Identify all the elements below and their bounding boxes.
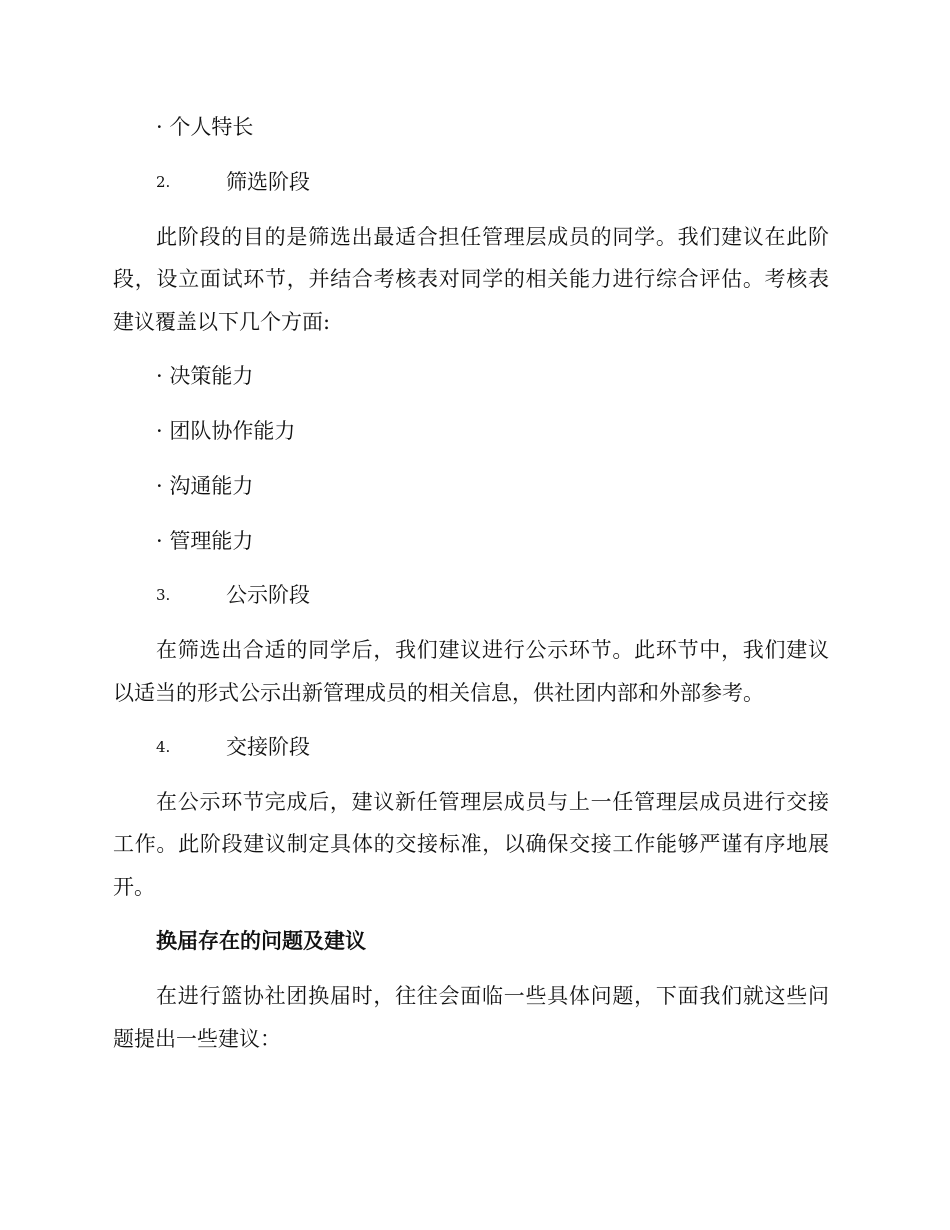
paragraph-line: 开。	[113, 875, 155, 899]
paragraph-line: 建议覆盖以下几个方面:	[113, 310, 331, 334]
step3-number: 3.	[156, 586, 171, 604]
bullet-communication: · 沟通能力	[156, 474, 254, 498]
step3-title: 公示阶段	[226, 583, 310, 607]
step4-number: 4.	[156, 738, 171, 756]
paragraph-line: 段，设立面试环节，并结合考核表对同学的相关能力进行综合评估。考核表	[113, 267, 829, 291]
step4-title: 交接阶段	[226, 735, 310, 759]
paragraph-line: 在进行篮协社团换届时，往往会面临一些具体问题，下面我们就这些问	[156, 984, 829, 1008]
paragraph-line: 工作。此阶段建议制定具体的交接标准，以确保交接工作能够严谨有序地展	[113, 832, 829, 856]
paragraph-line: 在筛选出合适的同学后，我们建议进行公示环节。此环节中，我们建议	[156, 638, 829, 662]
bullet-teamwork: · 团队协作能力	[156, 419, 296, 443]
step2-number: 2.	[156, 173, 171, 191]
bullet-management: · 管理能力	[156, 529, 254, 553]
section-title: 换届存在的问题及建议	[156, 929, 366, 953]
paragraph-line: 此阶段的目的是筛选出最适合担任管理层成员的同学。我们建议在此阶	[156, 225, 829, 249]
step2-title: 筛选阶段	[226, 170, 310, 194]
bullet-decision-making: · 决策能力	[156, 364, 254, 388]
paragraph-line: 以适当的形式公示出新管理成员的相关信息，供社团内部和外部参考。	[113, 681, 764, 705]
paragraph-line: 题提出一些建议：	[113, 1027, 281, 1051]
paragraph-line: 在公示环节完成后，建议新任管理层成员与上一任管理层成员进行交接	[156, 790, 829, 814]
bullet-personal-specialty: · 个人特长	[156, 115, 254, 139]
